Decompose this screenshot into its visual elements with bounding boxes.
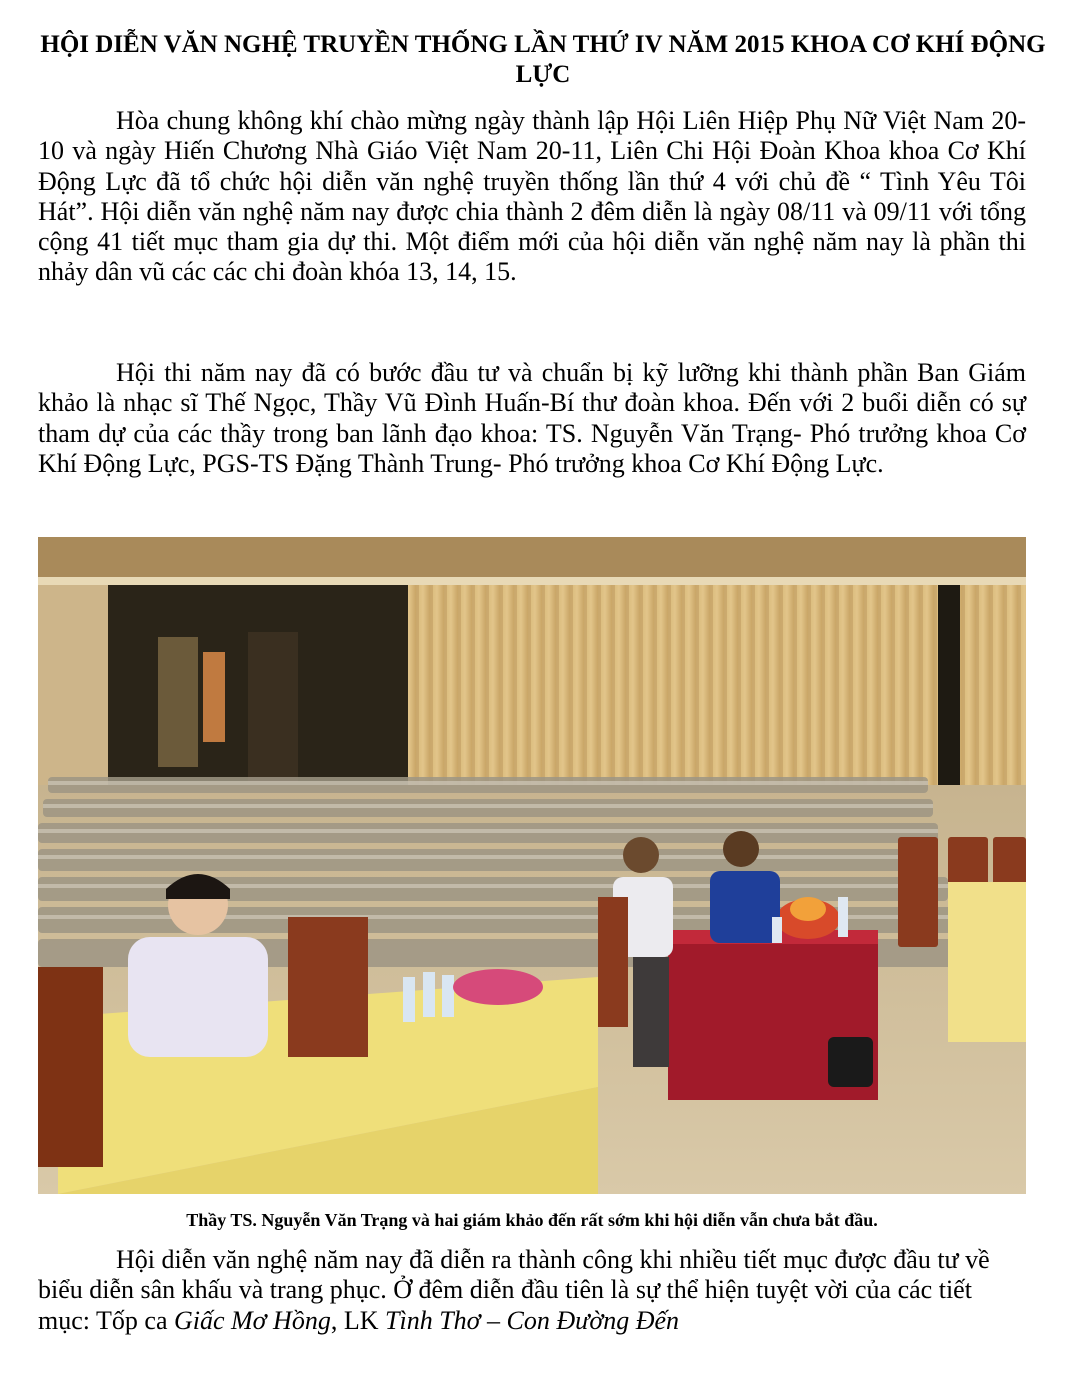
- hall-photo-illustration: [38, 537, 1026, 1194]
- paragraph-intro: Hòa chung không khí chào mừng ngày thành lập Hội Liên Hiệp Phụ Nữ Việt Nam 20-10 và ngày Hiến Chương Nhà Giáo Việt Nam 20-11, Liên Chi Hội Đoàn Khoa khoa Cơ Khí Động Lực đã tổ chức hội diễn văn nghệ truyền thống lần thứ 4 với chủ đề “ Tình Yêu Tôi Hát”. Hội diễn văn nghệ năm nay được chia thành 2 đêm diễn là ngày 08/11 và 09/11 với tổng cộng 41 tiết mục tham gia dự thi. Một điểm mới của hội diễn văn nghệ năm nay là phần thi nhảy dân vũ các các chi đoàn khóa 13, 14, 15.: [38, 106, 1026, 287]
- performance-title-1: Giấc Mơ Hồng: [173, 1305, 331, 1335]
- performance-title-2: Tình Thơ – Con Đường Đến: [385, 1305, 680, 1335]
- paragraph-jury: Hội thi năm nay đã có bước đầu tư và chuẩn bị kỹ lưỡng khi thành phần Ban Giám khảo là nhạc sĩ Thế Ngọc, Thầy Vũ Đình Huấn-Bí thư đoàn khoa. Đến với 2 buổi diễn có sự tham dự của các thầy trong ban lãnh đạo khoa: TS. Nguyễn Văn Trạng- Phó trưởng khoa Cơ Khí Động Lực, PGS-TS Đặng Thành Trung- Phó trưởng khoa Cơ Khí Động Lực.: [38, 358, 1026, 478]
- photo-caption: Thầy TS. Nguyễn Văn Trạng và hai giám khảo đến rất sớm khi hội diễn vẫn chưa bắt đầu.: [186, 1210, 878, 1230]
- paragraph-performances-text: Hội diễn văn nghệ năm nay đã diễn ra thành công khi nhiều tiết mục được đầu tư về biểu diễn sân khấu và trang phục. Ở đêm diễn đầu tiên là sự thể hiện tuyệt vời của các tiết mục: Tốp ca: [38, 1245, 990, 1335]
- paragraph-performances: [38, 1245, 1026, 1336]
- article-title: HỘI DIỄN VĂN NGHỆ TRUYỀN THỐNG LẦN THỨ IV NĂM 2015 KHOA CƠ KHÍ ĐỘNG LỰC: [40, 31, 1046, 88]
- paragraph-performances-text-2: , LK: [330, 1305, 386, 1335]
- event-photo: [38, 537, 1026, 1194]
